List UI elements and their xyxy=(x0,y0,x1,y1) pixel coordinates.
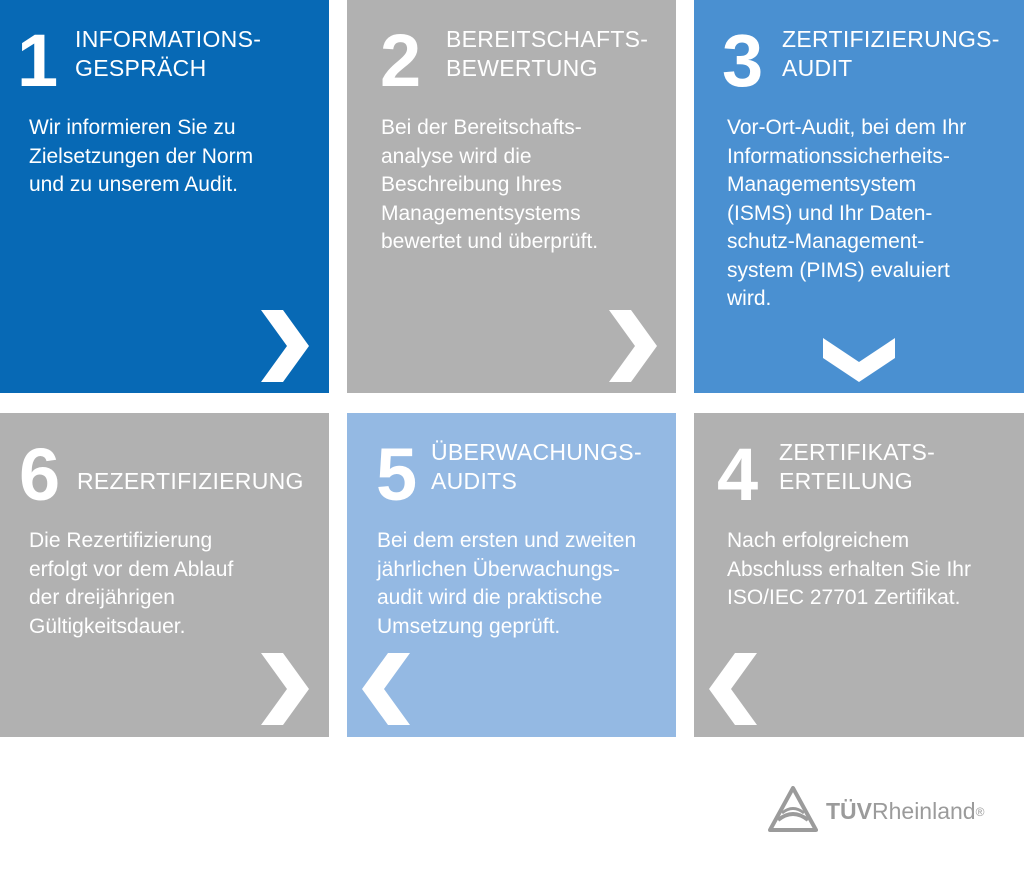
step-description: Die Rezertifizierung erfolgt vor dem Ablauf der dreijährigen Gültigkeitsdauer. xyxy=(29,529,234,638)
step-number: 5 xyxy=(376,433,416,516)
chevron-right-icon xyxy=(609,310,657,382)
step-description: Bei dem ersten und zweiten jährlichen Überwachungs- audit wird die praktische Umsetzung geprüft. xyxy=(377,529,637,638)
step-tile-1 xyxy=(0,0,329,393)
chevron-right-icon xyxy=(261,653,309,725)
step-heading: ZERTIFIKATS- ERTEILUNG xyxy=(779,439,936,494)
step-tile-3 xyxy=(694,0,1024,393)
step-description: Nach erfolgreichem Abschluss erhalten Sie Ihr ISO/IEC 27701 Zertifikat. xyxy=(727,529,971,609)
logo-brand-regular: Rheinland xyxy=(872,798,976,824)
chevron-down-icon xyxy=(823,338,895,382)
step-tile-2 xyxy=(347,0,676,393)
logo-wordmark xyxy=(826,796,984,826)
step-number: 6 xyxy=(19,433,59,516)
step-number: 1 xyxy=(17,19,57,102)
step-number: 2 xyxy=(380,19,420,102)
tuv-rheinland-logo xyxy=(768,786,1024,836)
step-description: Wir informieren Sie zu Zielsetzungen der Norm und zu unserem Audit. xyxy=(29,116,254,196)
step-number: 4 xyxy=(717,433,757,516)
step-tile-4 xyxy=(694,413,1024,737)
step-description: Bei der Bereitschafts- analyse wird die Beschreibung Ihres Managementsystems bewertet und überprüft. xyxy=(381,116,599,253)
chevron-right-icon xyxy=(261,310,309,382)
step-description: Vor-Ort-Audit, bei dem Ihr Informationssicherheits- Managementsystem (ISMS) und Ihr Daten- schutz-Management- system (PIMS) evaluiert wird. xyxy=(727,116,967,310)
step-heading: BEREITSCHAFTS- BEWERTUNG xyxy=(446,26,649,81)
tuv-triangle-icon xyxy=(768,786,818,837)
step-heading: ÜBERWACHUNGS- AUDITS xyxy=(431,439,642,494)
step-tile-5 xyxy=(347,413,676,737)
step-heading: INFORMATIONS- GESPRÄCH xyxy=(75,26,262,81)
step-tile-6 xyxy=(0,413,329,737)
logo-brand-bold: TÜV xyxy=(826,798,872,824)
step-heading: REZERTIFIZIERUNG xyxy=(77,468,304,494)
step-heading: ZERTIFIZIERUNGS- AUDIT xyxy=(782,26,1000,81)
step-number: 3 xyxy=(722,19,762,102)
logo-registered-mark: ® xyxy=(975,805,985,819)
chevron-left-icon xyxy=(362,653,410,725)
chevron-left-icon xyxy=(709,653,757,725)
